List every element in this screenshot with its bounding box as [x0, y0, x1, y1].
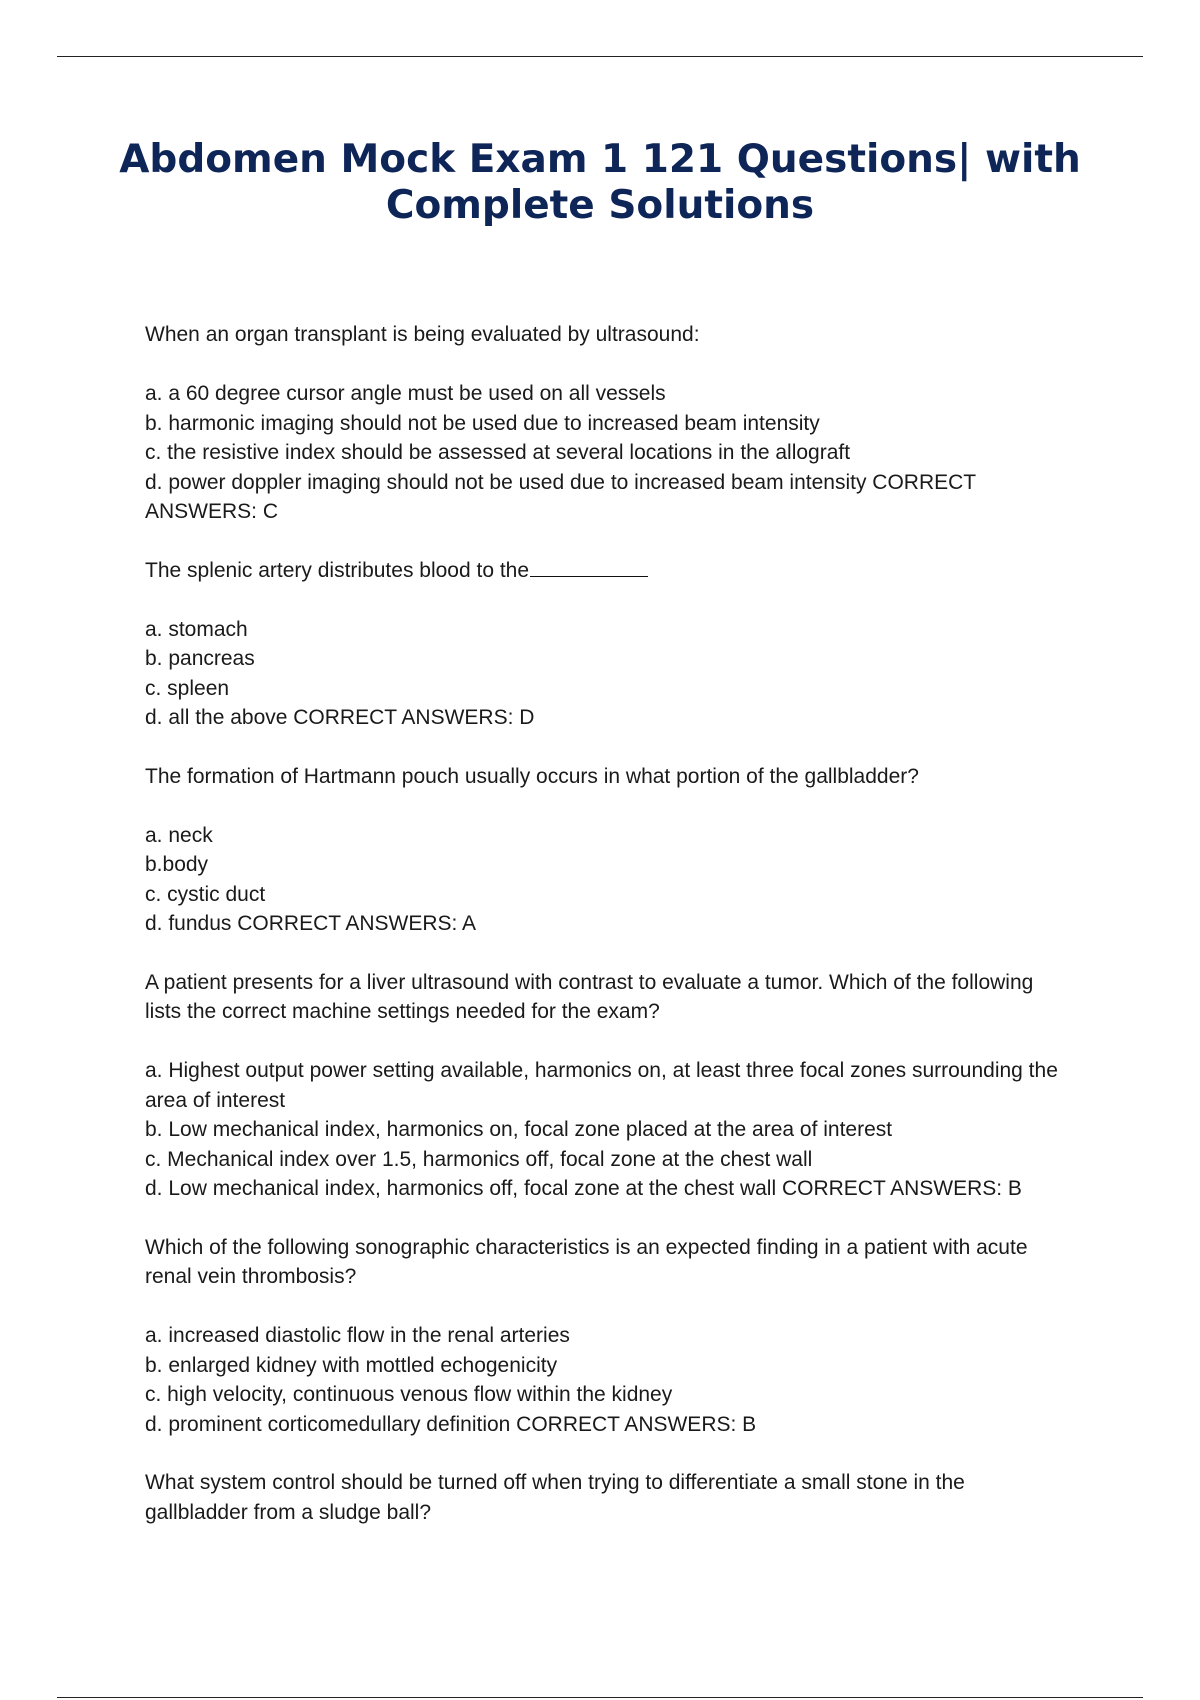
question-2-option-d: d. all the above CORRECT ANSWERS: D [145, 706, 535, 729]
question-2-option-a: a. stomach [145, 617, 248, 641]
question-3-option-b: b.body [145, 853, 209, 876]
question-4-option-d: d. Low mechanical index, harmonics off, focal zone at the chest wall CORRECT ANSWERS: B [145, 1177, 1022, 1200]
question-3-stem: The formation of Hartmann pouch usually occurs in what portion of the gallbladder? [145, 764, 919, 788]
question-5-option-b: b. enlarged kidney with mottled echogenicity [145, 1353, 558, 1377]
question-4 [145, 968, 1060, 1204]
question-3-option-c: c. cystic duct [145, 882, 266, 906]
question-3 [145, 762, 1060, 939]
question-5-option-a: a. increased diastolic flow in the renal arteries [145, 1324, 570, 1347]
document-title: Abdomen Mock Exam 1 121 Questions| with Complete Solutions [119, 137, 1081, 228]
question-1 [145, 320, 1060, 527]
question-2 [145, 556, 1060, 733]
question-5 [145, 1233, 1060, 1440]
question-4-stem: A patient presents for a liver ultrasound with contrast to evaluate a tumor. Which of the following lists the correct machine settings needed for the exam? [145, 970, 1034, 1023]
question-5-option-d: d. prominent corticomedullary definition CORRECT ANSWERS: B [145, 1412, 757, 1436]
fill-in-blank [530, 575, 648, 577]
question-2-option-c: c. spleen [145, 676, 230, 700]
question-4-option-c: c. Mechanical index over 1.5, harmonics off, focal zone at the chest wall [145, 1147, 813, 1171]
question-1-stem: When an organ transplant is being evaluated by ultrasound: [145, 323, 700, 346]
question-3-option-a: a. neck [145, 823, 213, 847]
question-4-option-a: a. Highest output power setting available, harmonics on, at least three focal zones surrounding the area of interest [145, 1059, 1058, 1112]
question-5-stem: Which of the following sonographic characteristics is an expected finding in a patient with acute renal vein thrombosis? [145, 1235, 1028, 1288]
question-1-option-b: b. harmonic imaging should not be used due to increased beam intensity [145, 411, 820, 435]
question-1-option-a: a. a 60 degree cursor angle must be used on all vessels [145, 382, 666, 405]
question-3-option-d: d. fundus CORRECT ANSWERS: A [145, 912, 477, 935]
question-2-stem [145, 556, 1060, 586]
question-1-option-d: d. power doppler imaging should not be used due to increased beam intensity CORRECT ANSWERS: C [145, 470, 976, 523]
question-1-option-c: c. the resistive index should be assessed at several locations in the allograft [145, 441, 851, 464]
question-2-option-b: b. pancreas [145, 647, 255, 670]
question-6-stem: What system control should be turned off when trying to differentiate a small stone in the gallbladder from a sludge ball? [145, 1471, 965, 1524]
question-5-option-c: c. high velocity, continuous venous flow within the kidney [145, 1383, 673, 1406]
question-list [145, 320, 1060, 1557]
footer-rule [57, 1697, 1143, 1698]
question-6 [145, 1468, 1060, 1527]
header-rule [57, 56, 1143, 57]
question-2-stem-text: The splenic artery distributes blood to the [145, 558, 530, 582]
question-4-option-b: b. Low mechanical index, harmonics on, focal zone placed at the area of interest [145, 1118, 893, 1141]
